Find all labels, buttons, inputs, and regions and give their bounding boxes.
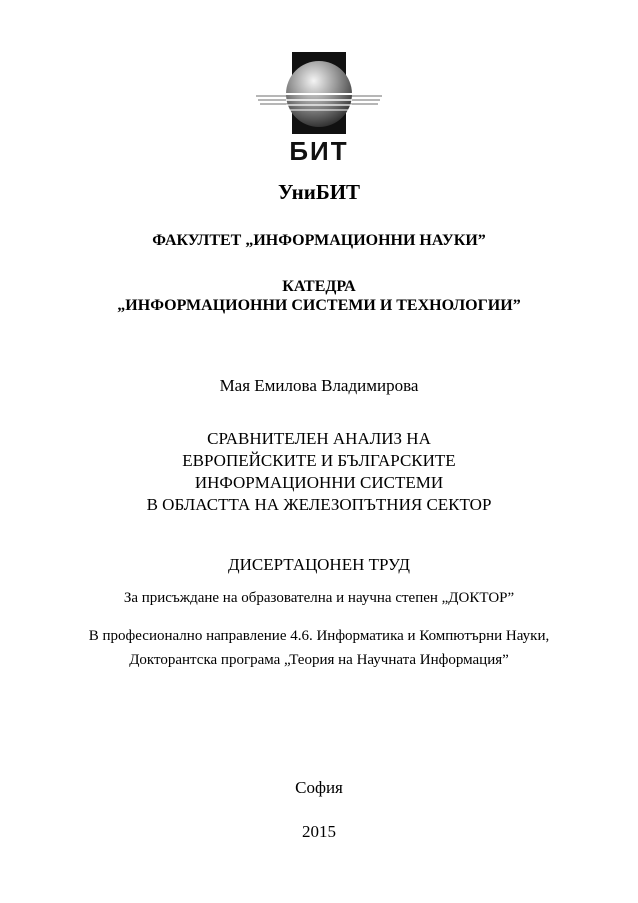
university-logo [256,50,382,166]
logo-graphic [256,50,382,166]
thesis-title-line: В ОБЛАСТТА НА ЖЕЛЕЗОПЪТНИЯ СЕКТОР [146,495,492,514]
department-label: КАТЕДРА [282,278,356,295]
faculty-name: ФАКУЛТЕТ „ИНФОРМАЦИОННИ НАУКИ” [152,232,486,249]
city: София [295,778,343,797]
thesis-title-line: ЕВРОПЕЙСКИТЕ И БЪЛГАРСКИТЕ [182,451,456,470]
thesis-title-line: ИНФОРМАЦИОННИ СИСТЕМИ [194,473,444,492]
thesis-title-line: СРАВНИТЕЛЕН АНАЛИЗ НА [207,429,431,448]
year: 2015 [302,822,336,841]
university-name: УниБИТ [277,180,361,204]
logo-lettering: БИТ [289,136,349,166]
department-name: „ИНФОРМАЦИОННИ СИСТЕМИ И ТЕХНОЛОГИИ” [117,297,521,314]
degree-line: За присъждане на образователна и научна степен „ДОКТОР” [123,590,515,606]
professional-field-line: В професионално направление 4.6. Информатика и Компютърни Науки, [88,628,550,644]
doctoral-program-line: Докторантска програма „Теория на Научната Информация” [129,652,509,668]
author-name: Мая Емилова Владимирова [219,376,419,395]
document-type: ДИСЕРТАЦОНЕН ТРУД [228,555,410,574]
